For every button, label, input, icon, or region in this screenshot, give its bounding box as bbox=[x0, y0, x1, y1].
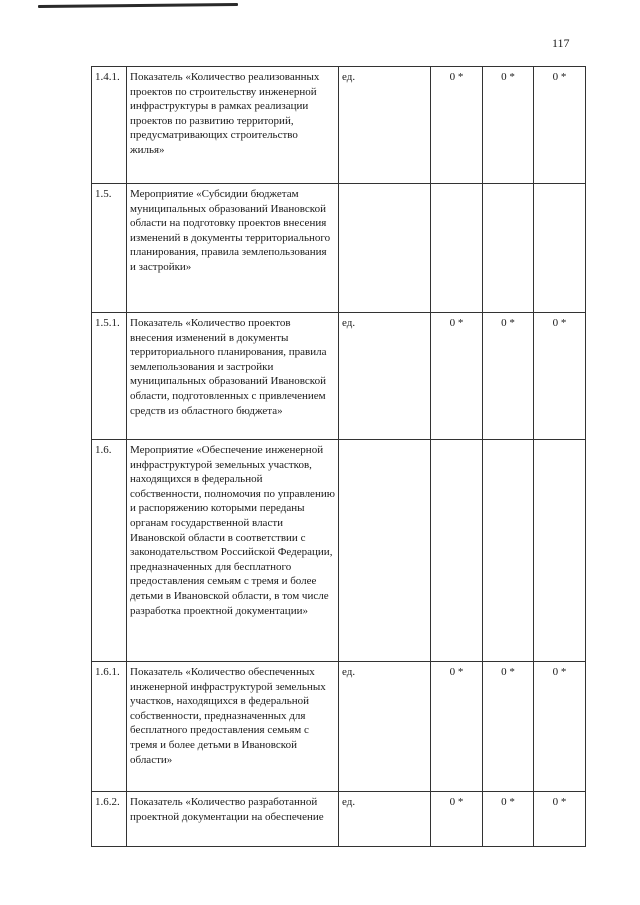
row-description: Мероприятие «Субсидии бюджетам муниципальных образований Ивановской области на подготовку проектов внесения изменений в документы территориального планирования, правила землепользования и застройки» bbox=[127, 184, 339, 313]
row-value-2: 0 * bbox=[483, 67, 534, 184]
row-number: 1.6.1. bbox=[92, 662, 127, 792]
row-value-2: 0 * bbox=[483, 313, 534, 440]
row-unit bbox=[339, 440, 431, 662]
table-row bbox=[92, 662, 586, 792]
row-description: Показатель «Количество проектов внесения изменений в документы территориального планирования, правила землепользования и застройки муниципальных образований Ивановской области, подготовленных с привлечением средств из областного бюджета» bbox=[127, 313, 339, 440]
row-unit: ед. bbox=[339, 662, 431, 792]
row-number: 1.6.2. bbox=[92, 792, 127, 847]
table-row bbox=[92, 184, 586, 313]
scan-artifact-line bbox=[38, 3, 238, 8]
row-value-2 bbox=[483, 440, 534, 662]
row-value-2: 0 * bbox=[483, 662, 534, 792]
row-value-1: 0 * bbox=[431, 313, 483, 440]
row-value-1 bbox=[431, 440, 483, 662]
row-value-3: 0 * bbox=[534, 313, 586, 440]
row-value-1: 0 * bbox=[431, 662, 483, 792]
row-value-3 bbox=[534, 184, 586, 313]
indicator-table bbox=[91, 66, 586, 847]
row-value-1: 0 * bbox=[431, 67, 483, 184]
row-value-1: 0 * bbox=[431, 792, 483, 847]
row-description: Мероприятие «Обеспечение инженерной инфраструктурой земельных участков, находящихся в федеральной собственности, полномочия по управлению и распоряжению которыми переданы органам государственной власти Ивановской области в соответствии с законодательством Российской Федерации, предназначенных для бесплатного предоставления семьям с тремя и более детьми в Ивановской области, в том числе разработка проектной документации» bbox=[127, 440, 339, 662]
table-row bbox=[92, 67, 586, 184]
table-row bbox=[92, 792, 586, 847]
row-value-3: 0 * bbox=[534, 792, 586, 847]
row-value-3 bbox=[534, 440, 586, 662]
row-unit: ед. bbox=[339, 67, 431, 184]
row-number: 1.5. bbox=[92, 184, 127, 313]
row-description: Показатель «Количество обеспеченных инженерной инфраструктурой земельных участков, находящихся в федеральной собственности, предназначенных для бесплатного предоставления семьям с тремя и более детьми в Ивановской области» bbox=[127, 662, 339, 792]
row-unit: ед. bbox=[339, 792, 431, 847]
row-value-2: 0 * bbox=[483, 792, 534, 847]
row-number: 1.5.1. bbox=[92, 313, 127, 440]
row-value-3: 0 * bbox=[534, 662, 586, 792]
row-unit: ед. bbox=[339, 313, 431, 440]
table-row bbox=[92, 440, 586, 662]
row-value-2 bbox=[483, 184, 534, 313]
row-value-1 bbox=[431, 184, 483, 313]
page-number: 117 bbox=[552, 36, 570, 50]
row-number: 1.6. bbox=[92, 440, 127, 662]
table-row bbox=[92, 313, 586, 440]
row-number: 1.4.1. bbox=[92, 67, 127, 184]
row-value-3: 0 * bbox=[534, 67, 586, 184]
row-description: Показатель «Количество разработанной проектной документации на обеспечение bbox=[127, 792, 339, 847]
row-unit bbox=[339, 184, 431, 313]
row-description: Показатель «Количество реализованных проектов по строительству инженерной инфраструктуры в рамках реализации проектов по развитию территорий, предусматривающих строительство жилья» bbox=[127, 67, 339, 184]
